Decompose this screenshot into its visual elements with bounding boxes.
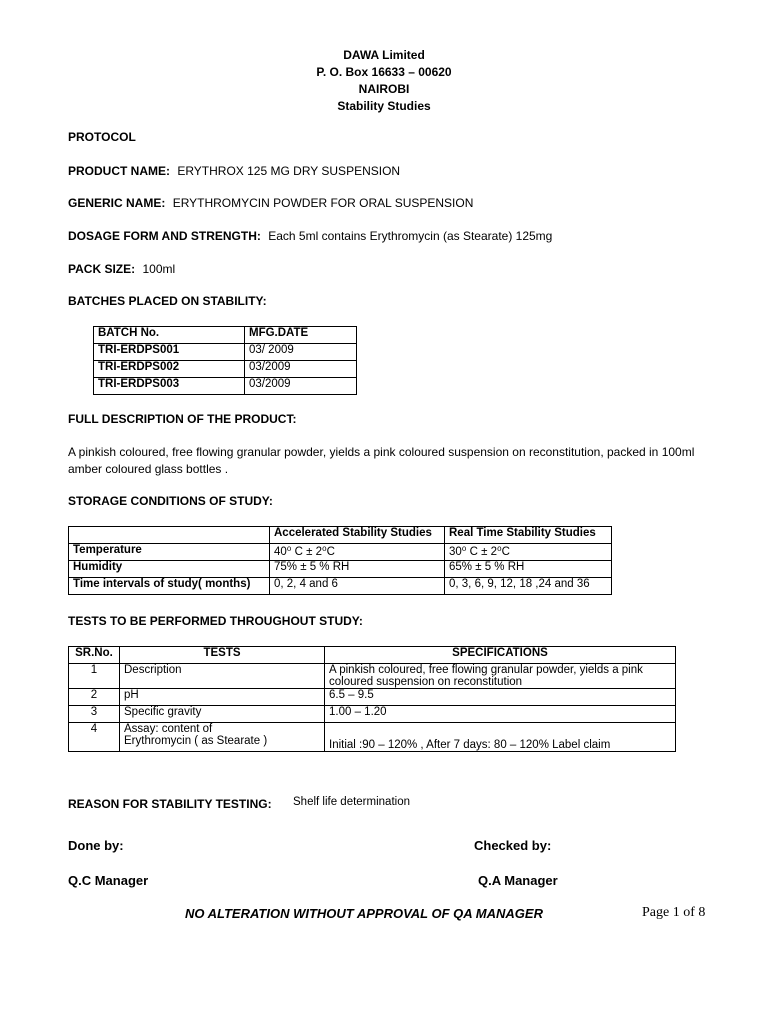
test-cell (120, 689, 325, 706)
storage-table (68, 526, 612, 595)
table-row (94, 344, 357, 361)
document-subtitle: Stability Studies (337, 99, 431, 113)
dosage-label: DOSAGE FORM AND STRENGTH: (68, 229, 261, 243)
real-time-value: 0, 3, 6, 9, 12, 18 ,24 and 36 (445, 578, 612, 595)
condition-label: Temperature (69, 544, 270, 561)
column-header: BATCH No. (94, 327, 245, 344)
condition-label: Time intervals of study( months) (69, 578, 270, 595)
test-name: Assay: content of (124, 723, 213, 735)
spec-cell (325, 706, 676, 723)
spec-cell (325, 723, 676, 752)
tests-heading: TESTS TO BE PERFORMED THROUGHOUT STUDY: (68, 614, 363, 628)
done-by-label: Done by: (68, 838, 124, 853)
tests-table (68, 646, 676, 752)
sr-no-cell: 4 (69, 723, 120, 752)
spec-cell (325, 689, 676, 706)
column-header (69, 527, 270, 544)
product-name-line (68, 164, 400, 178)
mfg-date-cell: 03/2009 (245, 361, 357, 378)
alteration-notice: NO ALTERATION WITHOUT APPROVAL OF QA MANAGER (185, 906, 543, 921)
column-header: TESTS (120, 647, 325, 664)
column-header: SR.No. (69, 647, 120, 664)
reason-value: Shelf life determination (293, 796, 410, 808)
column-header: MFG.DATE (245, 327, 357, 344)
description-text: A pinkish coloured, free flowing granular powder, yields a pink coloured suspension on reconstitution, packed in 100ml amber coloured glass bottles . (68, 445, 695, 476)
generic-name-label: GENERIC NAME: (68, 196, 166, 210)
table-row (69, 706, 676, 723)
qa-manager-label: Q.A Manager (478, 873, 558, 888)
reason-label: REASON FOR STABILITY TESTING: (68, 797, 272, 811)
pack-size-label: PACK SIZE: (68, 262, 136, 276)
batch-no-cell: TRI-ERDPS003 (94, 378, 245, 395)
description-heading: FULL DESCRIPTION OF THE PRODUCT: (68, 412, 297, 426)
checked-by-label: Checked by: (474, 838, 552, 853)
test-name: Erythromycin ( as Stearate ) (124, 735, 268, 747)
batch-no-cell: TRI-ERDPS001 (94, 344, 245, 361)
spec-line (329, 723, 671, 739)
accelerated-value: 40⁰ C ± 2⁰C (270, 544, 445, 561)
table-row (69, 664, 676, 689)
column-header: Accelerated Stability Studies (270, 527, 445, 544)
test-name: Description (124, 664, 182, 676)
test-cell (120, 664, 325, 689)
test-cell (120, 723, 325, 752)
dosage-value: Each 5ml contains Erythromycin (as Stearate) 125mg (268, 229, 553, 243)
batch-no-cell: TRI-ERDPS002 (94, 361, 245, 378)
table-row (69, 689, 676, 706)
pack-size-line (68, 262, 175, 276)
spec-cell (325, 664, 676, 689)
condition-label: Humidity (69, 561, 270, 578)
qc-manager-label: Q.C Manager (68, 873, 149, 888)
spec-line: coloured suspension on reconstitution (329, 676, 523, 688)
pack-size-value: 100ml (142, 262, 176, 276)
table-row (69, 544, 612, 561)
column-header: SPECIFICATIONS (325, 647, 676, 664)
sr-no-cell: 1 (69, 664, 120, 689)
test-name: Specific gravity (124, 706, 202, 718)
reason-line (68, 796, 410, 811)
test-name: pH (124, 689, 139, 701)
test-cell (120, 706, 325, 723)
real-time-value: 65% ± 5 % RH (445, 561, 612, 578)
sr-no-cell: 3 (69, 706, 120, 723)
po-box: P. O. Box 16633 – 00620 (316, 65, 452, 79)
table-header-row (69, 527, 612, 544)
real-time-value: 30⁰ C ± 2⁰C (445, 544, 612, 561)
table-row (69, 578, 612, 595)
table-row (69, 723, 676, 752)
batches-heading: BATCHES PLACED ON STABILITY: (68, 294, 267, 308)
generic-name-line (68, 196, 473, 210)
spec-line: A pinkish coloured, free flowing granular powder, yields a pink (329, 664, 643, 676)
city: NAIROBI (358, 82, 410, 96)
batches-table (93, 326, 357, 395)
spec-line: 6.5 – 9.5 (329, 689, 374, 701)
mfg-date-cell: 03/ 2009 (245, 344, 357, 361)
product-name-label: PRODUCT NAME: (68, 164, 170, 178)
protocol-heading: PROTOCOL (68, 130, 136, 144)
storage-heading: STORAGE CONDITIONS OF STUDY: (68, 494, 273, 508)
sr-no-cell: 2 (69, 689, 120, 706)
column-header: Real Time Stability Studies (445, 527, 612, 544)
accelerated-value: 75% ± 5 % RH (270, 561, 445, 578)
table-row (94, 361, 357, 378)
page-number: Page 1 of 8 (642, 905, 706, 920)
spec-line: Initial :90 – 120% , After 7 days: 80 – 120% Label claim (329, 739, 611, 751)
table-row (94, 378, 357, 395)
generic-name-value: ERYTHROMYCIN POWDER FOR ORAL SUSPENSION (172, 196, 474, 210)
table-header-row (94, 327, 357, 344)
dosage-line (68, 229, 552, 243)
document-header (0, 47, 768, 115)
table-header-row (69, 647, 676, 664)
spec-line: 1.00 – 1.20 (329, 706, 387, 718)
product-name-value: ERYTHROX 125 MG DRY SUSPENSION (177, 164, 401, 178)
company-name: DAWA Limited (343, 48, 425, 62)
table-row (69, 561, 612, 578)
accelerated-value: 0, 2, 4 and 6 (270, 578, 445, 595)
mfg-date-cell: 03/2009 (245, 378, 357, 395)
